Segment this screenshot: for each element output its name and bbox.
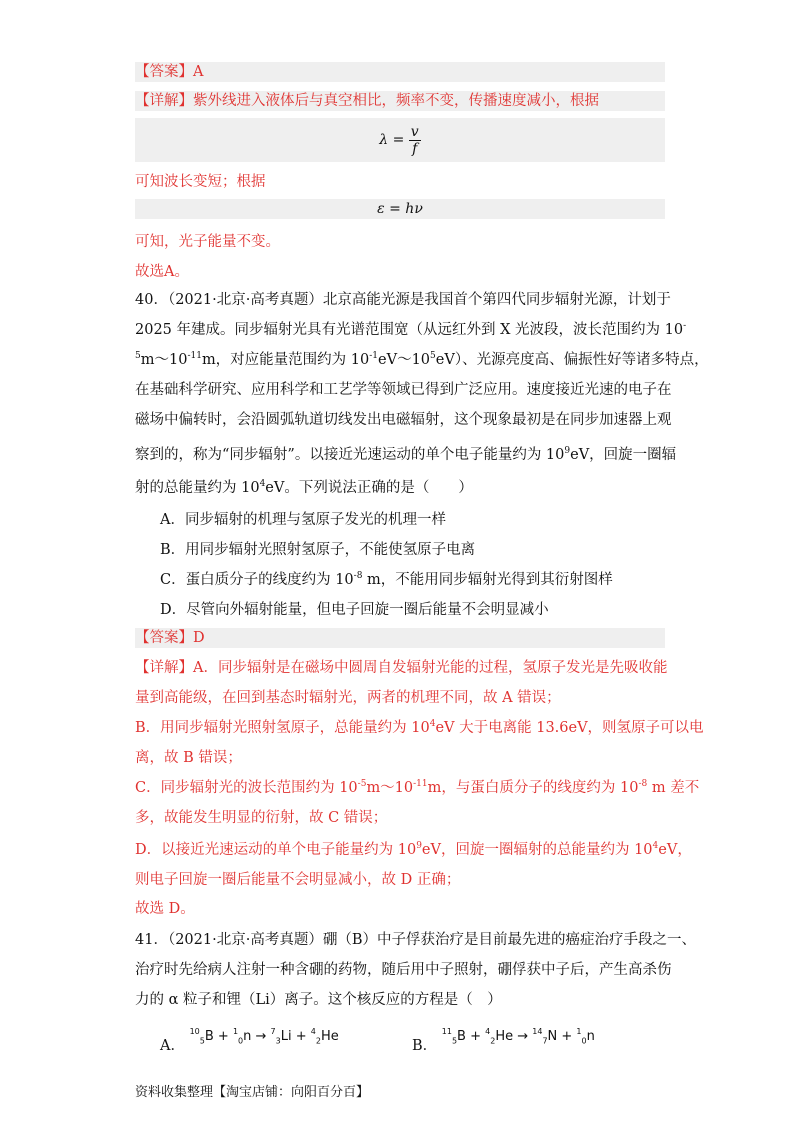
answer-label: 【答案】A [135,62,665,82]
option-label: A． [160,1038,185,1054]
superscript: 4 [429,719,436,729]
formula-energy: ε = hν [135,199,665,219]
text: eV，回旋一圈辐 [570,447,677,463]
text: m～10 [140,352,188,368]
formula-wavelength [135,118,665,162]
footer-text: 资料收集整理【淘宝店铺：向阳百分百】 [135,1085,370,1100]
question-40-line: 40．（2021·北京·高考真题）北京高能光源是我国首个第四代同步辐射光源，计划于 [135,292,671,308]
nuclear-equation-a: $^{10}_5$B + $^1_0$n → $^7_3$Li + $^4_2$He [189,1027,339,1046]
option-b: B．用同步辐射光照射氢原子，不能使氢原子电离 [160,542,476,558]
text: m～10 [366,780,414,796]
formula-denominator: f [412,140,418,157]
superscript: -5 [357,779,367,789]
text: C．同步辐射光的波长范围约为 10 [135,780,358,796]
superscript: -8 [638,779,648,789]
text: B．用同步辐射光照射氢原子，总能量约为 10 [135,720,430,736]
text: eV。下列说法正确的是（ ） [265,480,473,496]
formula-numerator: v [410,123,419,140]
text: eV 大于电离能 13.6eV，则氢原子可以电 [435,720,704,736]
superscript: -11 [187,351,202,361]
text: eV）、光源亮度高、偏振性好等诸多特点， [435,352,709,368]
answer-detail: 离，故 B 错误； [135,750,242,766]
superscript: 5 [135,351,141,361]
superscript: 9 [564,446,571,456]
text: m，不能用同步辐射光得到其衍射图样 [362,572,613,588]
text: eV～10 [378,352,431,368]
formula-lhs: λ = [379,132,405,148]
superscript: 4 [652,841,659,851]
question-40-line [135,350,709,370]
option-c [160,570,690,590]
text: eV，回旋一圈辐射的总能量约为 10 [421,842,653,858]
superscript: -1 [369,351,379,361]
text: eV， [658,842,692,858]
question-41-line: 41．（2021·北京·高考真题）硼（B）中子俘获治疗是目前最先进的癌症治疗手段之一、 [135,932,696,948]
option-b [412,1027,672,1056]
answer-detail: 多，故能发生明显的衍射，故 C 错误； [135,810,388,826]
question-40-line [135,478,665,498]
option-label: B． [412,1038,438,1054]
text: m 差不 [647,780,700,796]
nuclear-equation-b: $^{11}_5$B + $^4_2$He → $^{14}_7$N + $^1_0$n [441,1027,595,1046]
answer-detail [135,840,692,860]
answer-detail: 【详解】A．同步辐射是在磁场中圆周自发辐射光能的过程，氢原子发光是先吸收能 [135,660,668,676]
superscript: 9 [416,841,422,851]
option-d: D．尽管向外辐射能量，但电子回旋一圈后能量不会明显减小 [160,602,549,618]
answer-label: 【答案】D [135,628,665,648]
formula-fraction [409,124,421,157]
question-40-line [135,320,687,340]
answer-detail [135,778,700,798]
text: C．蛋白质分子的线度约为 10 [160,572,354,588]
text: 射的总能量约为 10 [135,480,260,496]
superscript: - [683,321,687,331]
option-a: A．同步辐射的机理与氢原子发光的机理一样 [160,512,446,528]
superscript: 5 [430,351,436,361]
superscript: -8 [353,571,363,581]
question-40-line [135,445,677,465]
question-40-line: 在基础科学研究、应用科学和工艺学等领域已得到广泛应用。速度接近光速的电子在 [135,382,672,398]
question-41-line: 力的 α 粒子和锂（Li）离子。这个核反应的方程是（ ） [135,992,502,1008]
answer-detail [135,718,704,738]
superscript: 4 [259,479,266,489]
answer-detail: 则电子回旋一圈后能量不会明显减小，故 D 正确； [135,872,461,888]
question-41-line: 治疗时先给病人注射一种含硼的药物，随后用中子照射，硼俘获中子后，产生高杀伤 [135,962,672,978]
text: m，与蛋白质分子的线度约为 10 [427,780,639,796]
text: 察到的，称为“同步辐射”。以接近光速运动的单个电子能量约为 10 [135,447,565,463]
answer-text: 可知波长变短；根据 [135,174,266,190]
superscript: -11 [413,779,428,789]
answer-text: 可知，光子能量不变。 [135,234,280,250]
answer-detail: 【详解】紫外线进入液体后与真空相比，频率不变，传播速度减小，根据 [135,91,665,111]
text: D．以接近光速运动的单个电子能量约为 10 [135,842,417,858]
answer-choose: 故选A。 [135,264,189,280]
question-40-line: 磁场中偏转时，会沿圆弧轨道切线发出电磁辐射，这个现象最初是在同步加速器上观 [135,412,672,428]
answer-detail: 量到高能级，在回到基态时辐射光，两者的机理不同，故 A 错误； [135,690,561,706]
text: 2025 年建成。同步辐射光具有光谱范围宽（从远红外到 X 光波段，波长范围约为 10 [135,322,684,338]
answer-choose: 故选 D。 [135,901,195,917]
text: m，对应能量范围约为 10 [201,352,370,368]
